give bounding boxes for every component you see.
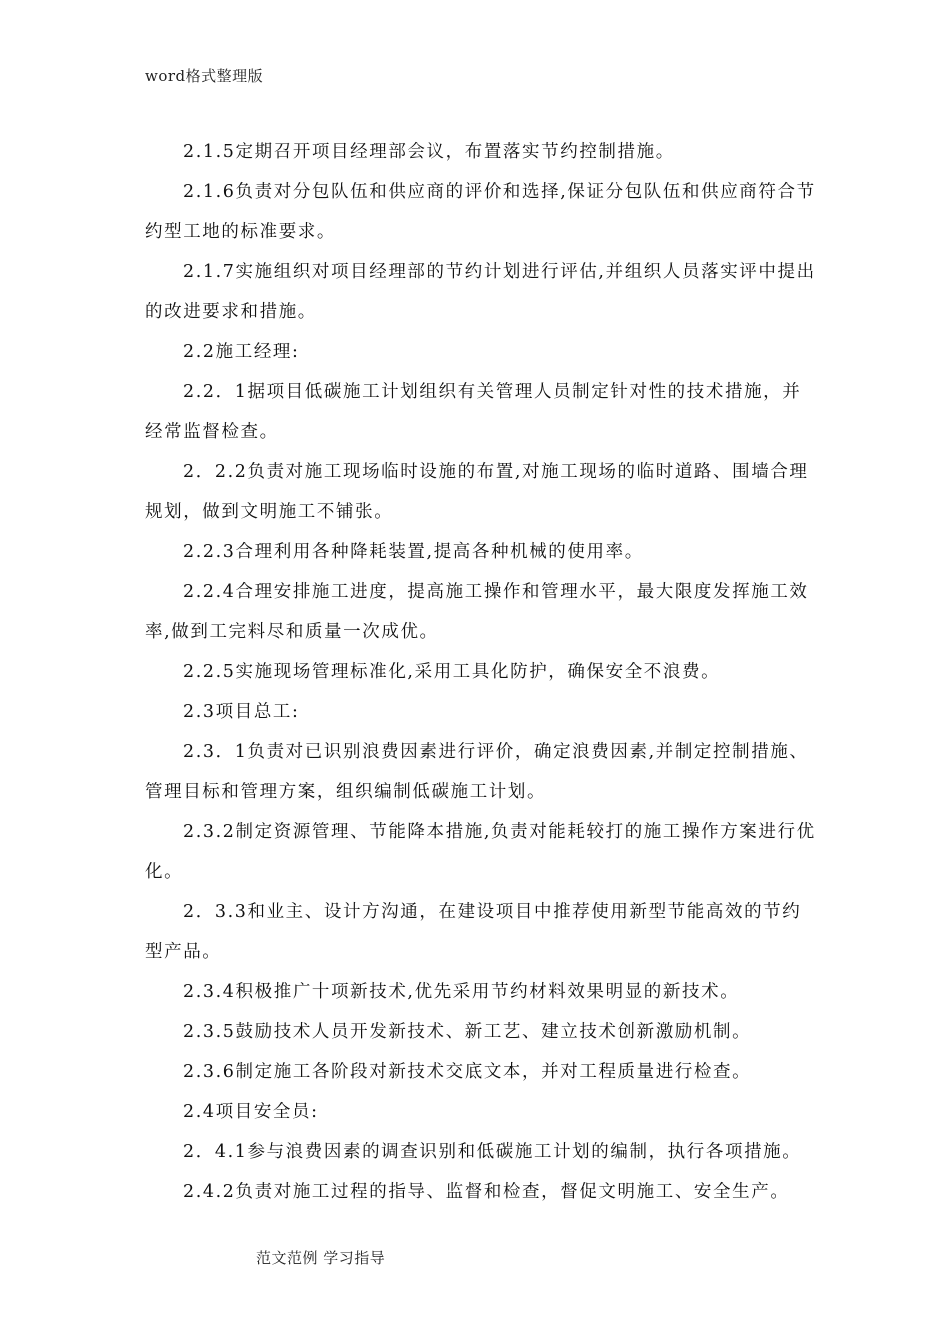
paragraph-2-1-7: 2.1.7实施组织对项目经理部的节约计划进行评估,并组织人员落实评中提出的改进要求和措施。 xyxy=(145,262,816,322)
paragraph-2-2-3: 2.2.3合理利用各种降耗装置,提高各种机械的使用率。 xyxy=(183,542,644,562)
paragraph-2-1-6: 2.1.6负责对分包队伍和供应商的评价和选择,保证分包队伍和供应商符合节约型工地的标准要求。 xyxy=(145,182,816,242)
paragraph-2-2-1: 2.2．1据项目低碳施工计划组织有关管理人员制定针对性的技术措施，并经常监督检查。 xyxy=(145,382,802,442)
paragraph-2-3-3: 2．3.3和业主、设计方沟通，在建设项目中推荐使用新型节能高效的节约型产品。 xyxy=(145,902,802,962)
paragraph-2-2-5: 2.2.5实施现场管理标准化,采用工具化防护，确保安全不浪费。 xyxy=(183,662,721,682)
paragraph-2-2-4: 2.2.4合理安排施工进度，提高施工操作和管理水平，最大限度发挥施工效率,做到工完料尽和质量一次成优。 xyxy=(145,582,809,642)
section-heading-2-2: 2.2施工经理: xyxy=(183,342,300,362)
paragraph-2-4-2: 2.4.2负责对施工过程的指导、监督和检查，督促文明施工、安全生产。 xyxy=(183,1182,790,1202)
paragraph-2-3-6: 2.3.6制定施工各阶段对新技术交底文本，并对工程质量进行检查。 xyxy=(183,1062,752,1082)
paragraph-2-3-2: 2.3.2制定资源管理、节能降本措施,负责对能耗较打的施工操作方案进行优化。 xyxy=(145,822,816,882)
paragraph-2-3-5: 2.3.5鼓励技术人员开发新技术、新工艺、建立技术创新激励机制。 xyxy=(183,1022,752,1042)
section-heading-2-3: 2.3项目总工: xyxy=(183,702,300,722)
page-header: word格式整理版 xyxy=(145,67,264,85)
document-body xyxy=(145,132,820,1212)
paragraph-2-3-1: 2.3．1负责对已识别浪费因素进行评价，确定浪费因素,并制定控制措施、管理目标和管理方案，组织编制低碳施工计划。 xyxy=(145,742,809,802)
section-heading-2-4: 2.4项目安全员: xyxy=(183,1102,319,1122)
paragraph-2-1-5: 2.1.5定期召开项目经理部会议，布置落实节约控制措施。 xyxy=(183,142,675,162)
paragraph-2-3-4: 2.3.4积极推广十项新技术,优先采用节约材料效果明显的新技术。 xyxy=(183,982,740,1002)
paragraph-2-4-1: 2．4.1参与浪费因素的调查识别和低碳施工计划的编制，执行各项措施。 xyxy=(183,1142,802,1162)
paragraph-2-2-2: 2．2.2负责对施工现场临时设施的布置,对施工现场的临时道路、围墙合理规划，做到文明施工不铺张。 xyxy=(145,462,809,522)
page-footer: 范文范例 学习指导 xyxy=(256,1249,386,1267)
